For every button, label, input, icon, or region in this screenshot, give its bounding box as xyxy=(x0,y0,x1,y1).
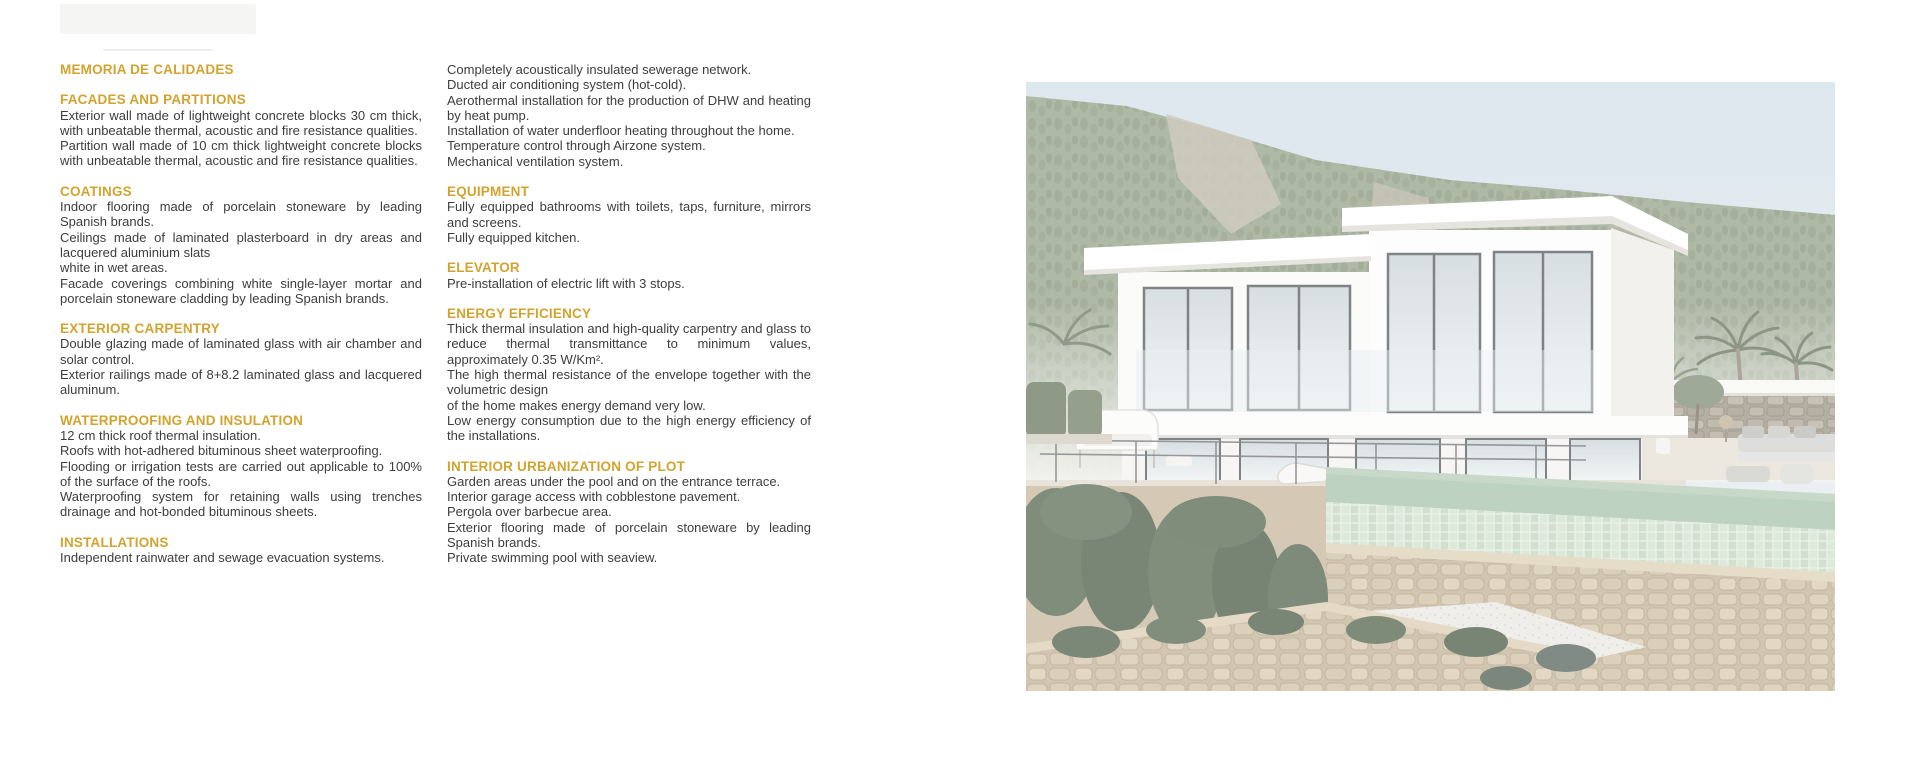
spec-paragraph: Waterproofing system for retaining walls using trenches drainage and hot-bonded bituminous sheets. xyxy=(60,489,422,520)
section-heading: INSTALLATIONS xyxy=(60,534,169,550)
spec-paragraph: Aerothermal installation for the production of DHW and heating by heat pump. xyxy=(447,92,811,123)
section-heading: EXTERIOR CARPENTRY xyxy=(60,321,220,337)
section-heading: COATINGS xyxy=(60,183,132,199)
spec-paragraph: Ceilings made of laminated plasterboard in dry areas and lacquered aluminium slats xyxy=(60,229,422,260)
spec-paragraph: Fully equipped kitchen. xyxy=(447,229,580,245)
company-logo-watermark xyxy=(60,4,256,34)
section-heading: ENERGY EFFICIENCY xyxy=(447,305,592,321)
spec-paragraph: 12 cm thick roof thermal insulation. xyxy=(60,427,261,443)
spec-column-left xyxy=(60,62,422,580)
spec-paragraph: Private swimming pool with seaview. xyxy=(447,550,658,566)
spec-paragraph: Fully equipped bathrooms with toilets, taps, furniture, mirrors and screens. xyxy=(447,199,811,230)
spec-paragraph: Low energy consumption due to the high energy efficiency of the installations. xyxy=(447,412,811,444)
spec-paragraph: Flooding or irrigation tests are carried out applicable to 100% of the surface of the roofs. xyxy=(60,458,422,489)
spec-paragraph: Double glazing made of laminated glass with air chamber and solar control. xyxy=(60,336,422,367)
spec-paragraph: Exterior railings made of 8+8.2 laminated glass and lacquered aluminum. xyxy=(60,367,422,398)
section-heading: FACADES AND PARTITIONS xyxy=(60,92,246,108)
spec-section xyxy=(60,413,422,520)
spec-paragraph: Roofs with hot-adhered bituminous sheet waterproofing. xyxy=(60,443,383,459)
spec-paragraph: Exterior flooring made of porcelain stoneware by leading Spanish brands. xyxy=(447,519,811,551)
spec-paragraph: Installation of water underfloor heating throughout the home. xyxy=(447,123,795,139)
spec-paragraph: Interior garage access with cobblestone pavement. xyxy=(447,489,741,505)
spec-paragraph: Exterior wall made of lightweight concrete blocks 30 cm thick, with unbeatable thermal, acoustic and fire resistance qualities. xyxy=(60,107,422,138)
spec-paragraph: Thick thermal insulation and high-quality carpentry and glass to reduce thermal transmittance to minimum values, approximately 0.35 W/Km². xyxy=(447,321,811,367)
spec-column-middle xyxy=(447,62,811,581)
spec-paragraph: Facade coverings combining white single-layer mortar and porcelain stoneware cladding by leading Spanish brands. xyxy=(60,275,422,306)
spec-paragraph: Pre-installation of electric lift with 3 stops. xyxy=(447,275,685,291)
spec-paragraph: Temperature control through Airzone system. xyxy=(447,138,706,154)
spec-paragraph: Ducted air conditioning system (hot-cold). xyxy=(447,77,687,93)
spec-sections-left xyxy=(60,92,422,565)
spec-section xyxy=(60,535,422,566)
spec-paragraph: Garden areas under the pool and on the entrance terrace. xyxy=(447,473,781,489)
spec-section xyxy=(60,92,422,168)
spec-sections-middle xyxy=(447,62,811,566)
spec-paragraph: Partition wall made of 10 cm thick lightweight concrete blocks with unbeatable thermal, acoustic and fire resistance qualities. xyxy=(60,138,422,169)
section-heading: EQUIPMENT xyxy=(447,184,530,200)
section-heading: INTERIOR URBANIZATION OF PLOT xyxy=(447,458,686,474)
spec-paragraph: of the home makes energy demand very low. xyxy=(447,397,706,413)
spec-paragraph: Completely acoustically insulated sewerage network. xyxy=(447,62,752,77)
spec-paragraph: Independent rainwater and sewage evacuation systems. xyxy=(60,550,385,566)
spec-section xyxy=(447,459,811,566)
logo-underline xyxy=(103,49,213,51)
spec-paragraph: Pergola over barbecue area. xyxy=(447,504,612,520)
spec-section xyxy=(60,321,422,397)
page-title: MEMORIA DE CALIDADES xyxy=(60,62,234,77)
spec-paragraph: Mechanical ventilation system. xyxy=(447,153,624,169)
spec-section xyxy=(447,184,811,245)
spec-section xyxy=(447,260,811,291)
villa-exterior-photo xyxy=(1026,82,1835,691)
spec-section xyxy=(447,306,811,444)
section-heading: WATERPROOFING AND INSULATION xyxy=(60,412,304,428)
spec-section xyxy=(60,184,422,306)
spec-paragraph: white in wet areas. xyxy=(60,260,168,276)
spec-paragraph: Indoor flooring made of porcelain stoneware by leading Spanish brands. xyxy=(60,199,422,230)
section-heading: ELEVATOR xyxy=(447,260,520,276)
spec-paragraph: The high thermal resistance of the envelope together with the volumetric design xyxy=(447,367,811,398)
spec-section xyxy=(447,62,811,169)
